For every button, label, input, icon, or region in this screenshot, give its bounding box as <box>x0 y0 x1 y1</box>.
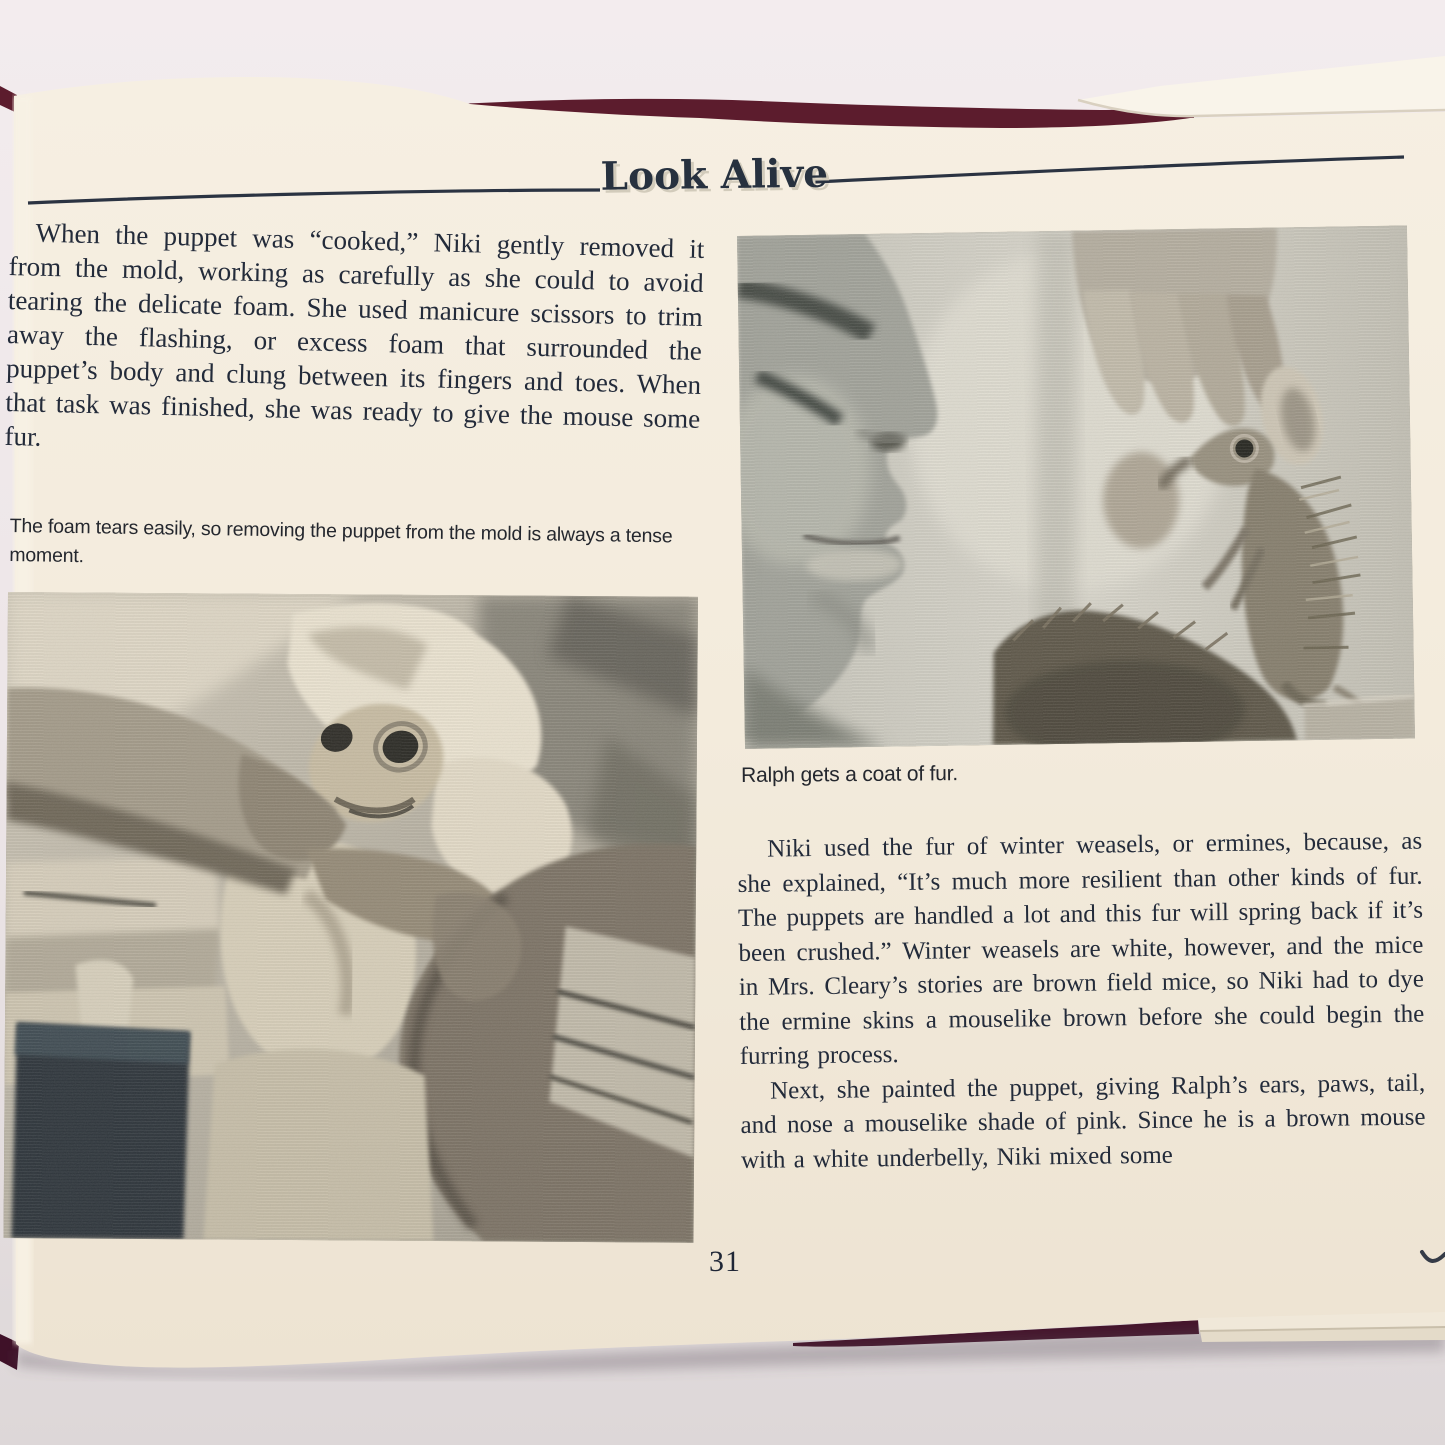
right-photo-caption: Ralph gets a coat of fur. <box>741 762 959 787</box>
right-body-paragraph-2: Next, she painted the puppet, giving Ralph’s ears, paws, tail, and nose a mouselike shade of pink. Since he is a brown mouse with a white underbelly, Niki mixed some <box>740 1069 1426 1174</box>
right-body-paragraph-1: Niki used the fur of winter weasels, or ermines, because, as she explained, “It’s much more resilient than other kinds of fur. The puppets are handled a lot and this fur will spring back if it’s been crushed.” Winter weasels are white, however, and the mice in Mrs. Cleary’s stories are brown field mice, so Niki had to dye the ermine skins a mouselike brown before she could begin the furring process. <box>737 827 1425 1070</box>
page-title: Look Alive <box>600 150 829 200</box>
mold-removal-photo <box>3 592 697 1243</box>
furring-photo-art <box>737 225 1415 748</box>
page-number: 31 <box>709 1245 741 1278</box>
left-body-paragraph: When the puppet was “cooked,” Niki gently removed it from the mold, working as carefully as she could to avoid tearing the delicate foam. She used manicure scissors to trim away the flashing, or excess foam that surrounded the puppet’s body and clung between its fingers and toes. When that task was finished, she was ready to give the mouse some fur. <box>4 217 705 452</box>
left-photo-caption: The foam tears easily, so removing the puppet from the mold is always a tense moment. <box>9 514 673 568</box>
mold-removal-photo-art <box>3 592 697 1243</box>
furring-photo <box>737 225 1415 748</box>
right-body-text <box>737 825 1426 1178</box>
